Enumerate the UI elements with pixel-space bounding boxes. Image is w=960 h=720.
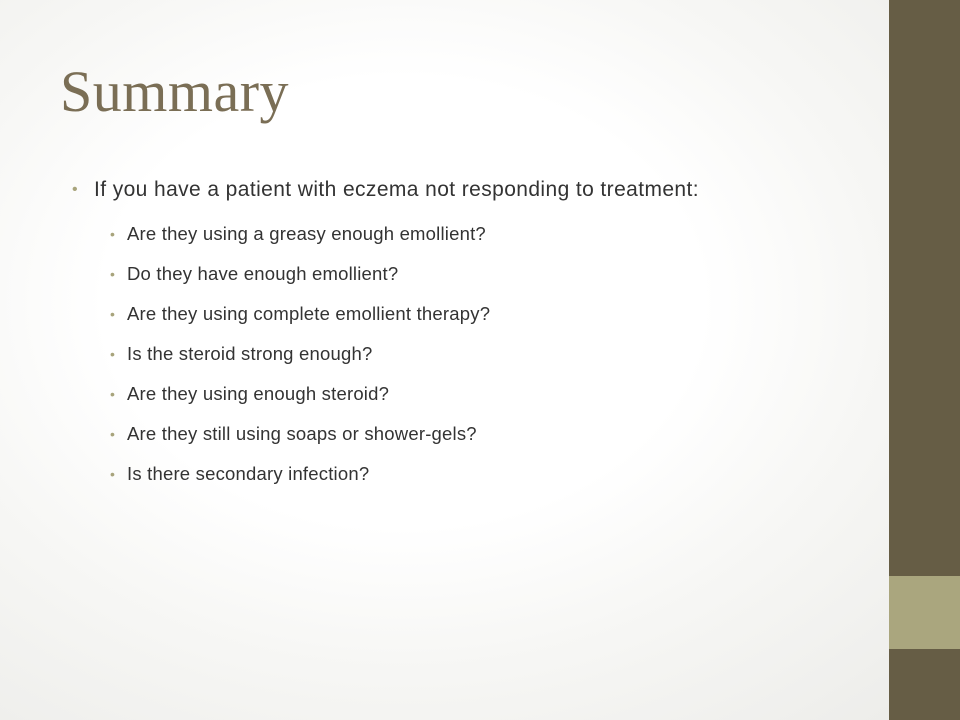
- sub-bullet-text: Is the steroid strong enough?: [127, 343, 373, 364]
- bullet-marker: •: [110, 386, 116, 402]
- sub-bullet-text: Do they have enough emollient?: [127, 263, 399, 284]
- sub-bullet-text: Is there secondary infection?: [127, 463, 370, 484]
- side-bar: [889, 0, 960, 720]
- sub-bullet-text: Are they using complete emollient therapy?: [127, 303, 491, 324]
- bullet-marker: •: [110, 266, 116, 282]
- bullet-marker: •: [110, 306, 116, 322]
- sub-bullet-text: Are they using enough steroid?: [127, 383, 390, 404]
- sub-bullet-item: [110, 214, 792, 254]
- side-bar-top-block: [889, 0, 960, 576]
- sub-bullet-item: [110, 254, 792, 294]
- main-bullet: [72, 172, 792, 208]
- side-bar-bottom-block: [889, 649, 960, 720]
- sub-bullet-item: [110, 374, 792, 414]
- bullet-marker: •: [72, 181, 79, 198]
- side-bar-accent-block: [889, 576, 960, 649]
- main-bullet-text: If you have a patient with eczema not responding to treatment:: [94, 178, 699, 201]
- slide-title: Summary: [60, 59, 290, 124]
- bullet-marker: •: [110, 426, 116, 442]
- slide-content: [72, 172, 792, 494]
- sub-bullet-text: Are they using a greasy enough emollient?: [127, 223, 486, 244]
- sub-bullet-list: [72, 214, 792, 494]
- bullet-marker: •: [110, 346, 116, 362]
- sub-bullet-item: [110, 414, 792, 454]
- bullet-marker: •: [110, 466, 116, 482]
- sub-bullet-text: Are they still using soaps or shower-gels?: [127, 423, 477, 444]
- sub-bullet-item: [110, 454, 792, 494]
- bullet-marker: •: [110, 226, 116, 242]
- sub-bullet-item: [110, 294, 792, 334]
- sub-bullet-item: [110, 334, 792, 374]
